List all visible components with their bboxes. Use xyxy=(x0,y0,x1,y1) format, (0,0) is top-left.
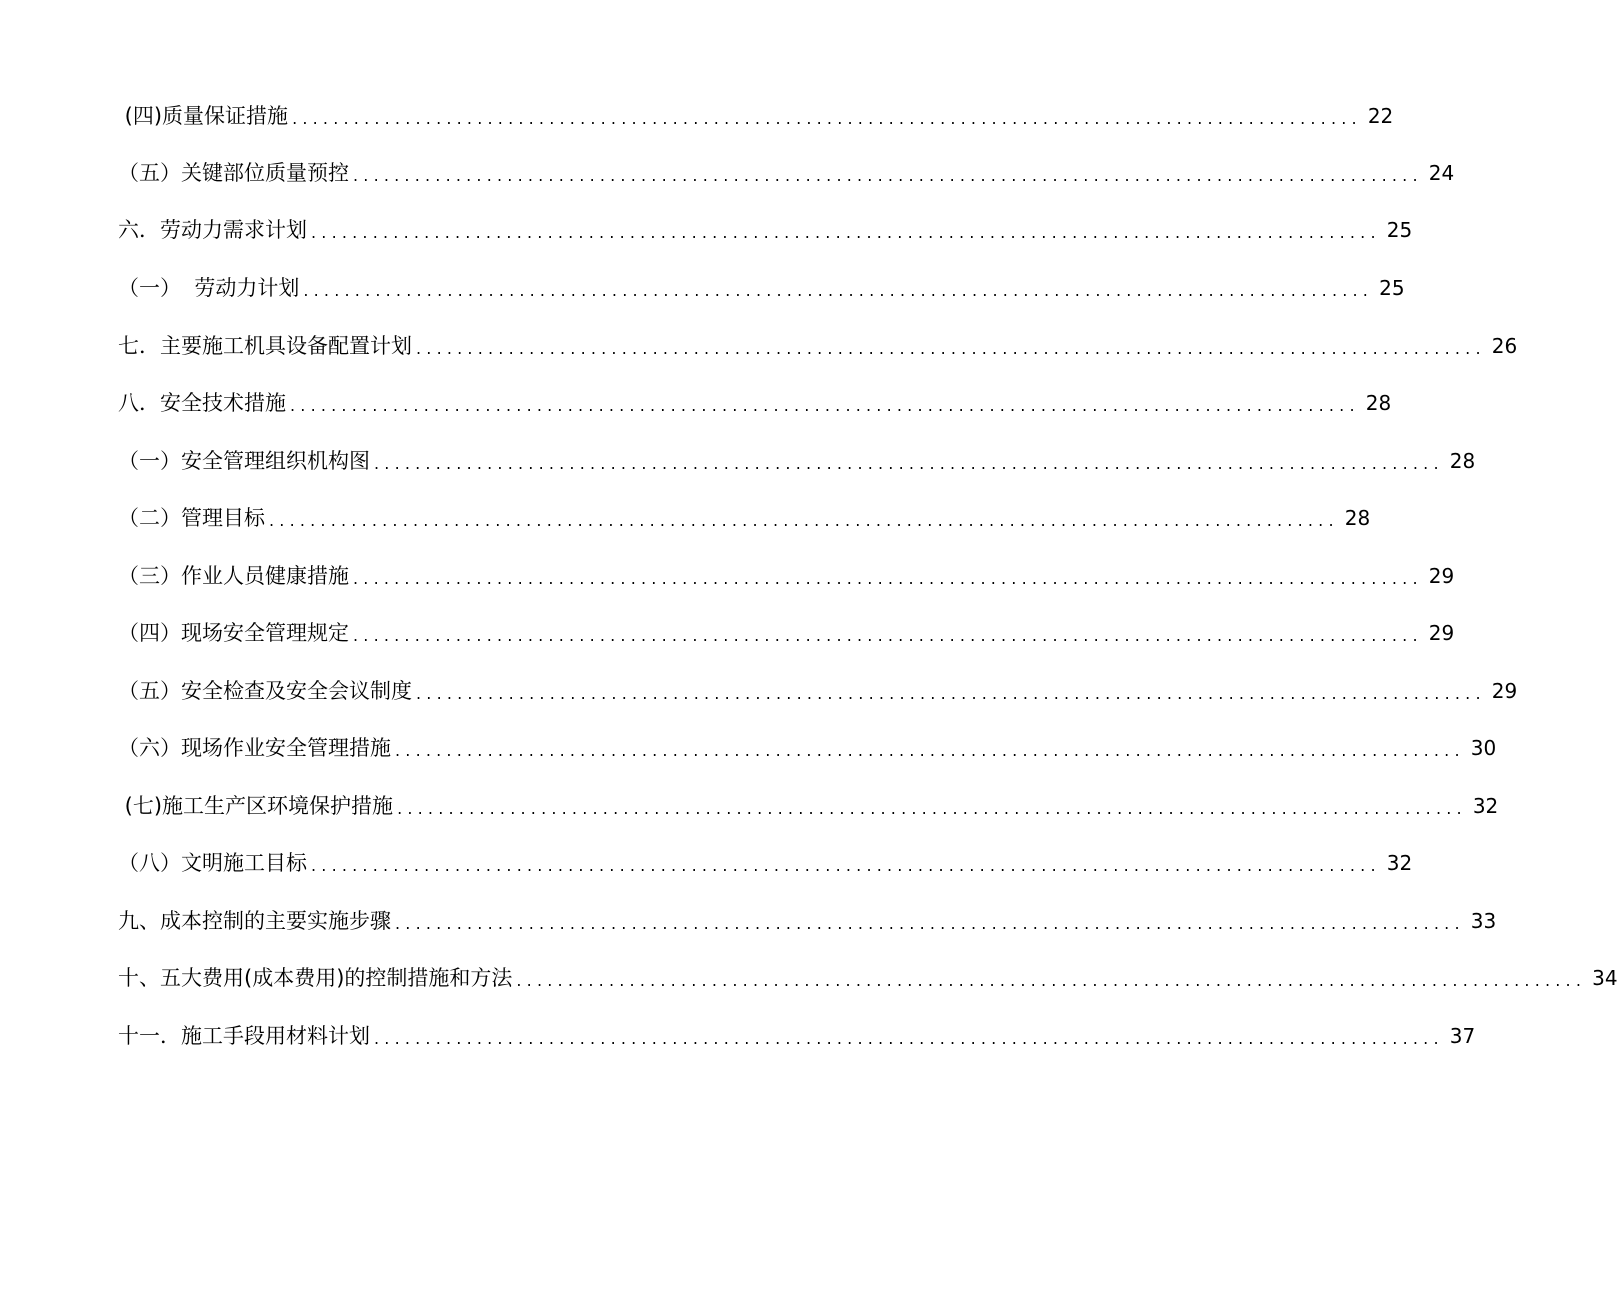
dot-leader: ........................................................................................................ xyxy=(311,223,1381,242)
toc-entry[interactable] xyxy=(118,905,1497,937)
toc-entry-title: 十、五大费用(成本费用)的控制措施和方法 xyxy=(118,966,513,990)
toc-page-number: 25 xyxy=(1379,276,1405,300)
toc-entry[interactable] xyxy=(118,1020,1476,1052)
toc-entry-title: （三）作业人员健康措施 xyxy=(118,564,349,588)
toc-page-number: 37 xyxy=(1449,1024,1476,1048)
toc-entry-title: (七)施工生产区环境保护措施 xyxy=(118,794,394,818)
toc-entry-title: 七．主要施工机具设备配置计划 xyxy=(118,334,412,358)
dot-leader: ........................................................................................................ xyxy=(416,339,1486,358)
toc-entry[interactable] xyxy=(118,962,1618,994)
toc-entry[interactable] xyxy=(118,214,1413,246)
dot-leader: ........................................................................................................ xyxy=(395,741,1465,760)
toc-page-number: 32 xyxy=(1386,851,1413,875)
toc-entry-title: （一） 劳动力计划 xyxy=(118,276,300,300)
toc-entry-title: （八）文明施工目标 xyxy=(118,851,307,875)
toc-page-number: 28 xyxy=(1344,506,1371,530)
toc-entry-title: （五）关键部位质量预控 xyxy=(118,161,349,185)
dot-leader: ........................................................................................................ xyxy=(395,914,1465,933)
toc-entry[interactable] xyxy=(118,157,1455,189)
toc-entry[interactable] xyxy=(118,445,1476,477)
dot-leader: ........................................................................................................ xyxy=(416,684,1486,703)
toc-entry-title: (四)质量保证措施 xyxy=(118,104,289,128)
toc-entry[interactable] xyxy=(118,847,1413,879)
toc-entry-title: （六）现场作业安全管理措施 xyxy=(118,736,391,760)
toc-entry[interactable] xyxy=(118,100,1394,132)
toc-entry-title: 六．劳动力需求计划 xyxy=(118,218,307,242)
dot-leader: ........................................................................................................ xyxy=(353,626,1423,645)
dot-leader: ........................................................................................................ xyxy=(397,799,1467,818)
dot-leader: ........................................................................................................ xyxy=(516,971,1587,990)
toc-entry-title: 十一．施工手段用材料计划 xyxy=(118,1024,370,1048)
toc-entry[interactable] xyxy=(118,790,1499,822)
dot-leader: ........................................................................................................ xyxy=(292,109,1362,128)
toc-entry[interactable] xyxy=(118,560,1455,592)
toc-page-number: 28 xyxy=(1365,391,1392,415)
toc-page-number: 29 xyxy=(1491,679,1518,703)
toc-page-number: 25 xyxy=(1386,218,1413,242)
toc-entry-title: 九、成本控制的主要实施步骤 xyxy=(118,909,391,933)
toc-page-number: 26 xyxy=(1491,334,1518,358)
dot-leader: ........................................................................................................ xyxy=(374,1029,1444,1048)
toc-entry[interactable] xyxy=(118,732,1497,764)
dot-leader: ........................................................................................................ xyxy=(353,166,1423,185)
dot-leader: ........................................................................................................ xyxy=(303,281,1374,300)
toc-entry[interactable] xyxy=(118,387,1392,419)
toc-entry[interactable] xyxy=(118,675,1518,707)
dot-leader: ........................................................................................................ xyxy=(290,396,1360,415)
dot-leader: ........................................................................................................ xyxy=(311,856,1381,875)
toc-page-number: 29 xyxy=(1428,621,1455,645)
toc-entry-title: （四）现场安全管理规定 xyxy=(118,621,349,645)
dot-leader: ........................................................................................................ xyxy=(353,569,1423,588)
toc-entry[interactable] xyxy=(118,617,1455,649)
toc-entry-title: （二）管理目标 xyxy=(118,506,265,530)
toc-page-number: 24 xyxy=(1428,161,1455,185)
toc-page-number: 22 xyxy=(1367,104,1394,128)
toc-entry[interactable] xyxy=(118,330,1518,362)
toc-page-number: 32 xyxy=(1472,794,1499,818)
toc-entry[interactable] xyxy=(118,502,1371,534)
toc-page-number: 28 xyxy=(1449,449,1476,473)
dot-leader: ........................................................................................................ xyxy=(269,511,1339,530)
toc-page-number: 34 xyxy=(1592,966,1618,990)
toc-entry-title: （五）安全检查及安全会议制度 xyxy=(118,679,412,703)
dot-leader: ........................................................................................................ xyxy=(374,454,1444,473)
toc-page-number: 30 xyxy=(1470,736,1497,760)
toc-entry[interactable] xyxy=(118,272,1405,304)
toc-page-number: 29 xyxy=(1428,564,1455,588)
toc-entry-title: （一）安全管理组织机构图 xyxy=(118,449,370,473)
toc-entry-title: 八．安全技术措施 xyxy=(118,391,286,415)
toc-page-number: 33 xyxy=(1470,909,1497,933)
